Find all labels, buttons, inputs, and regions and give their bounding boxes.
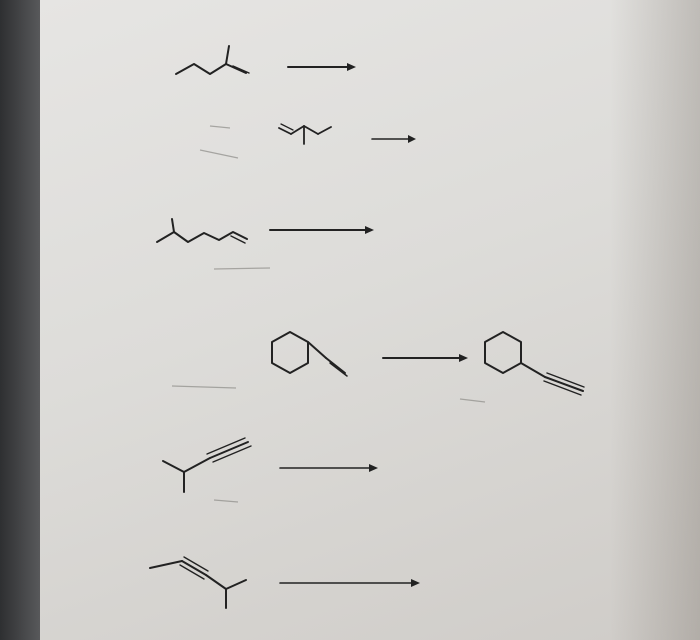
- answer-lines: [172, 126, 485, 502]
- q2-molecule: [279, 124, 331, 144]
- q1-molecule: [176, 46, 249, 74]
- q5-molecule: [163, 438, 251, 492]
- q3-molecule: [157, 219, 247, 243]
- q6-molecule: [150, 557, 246, 608]
- q4-product: [485, 332, 584, 395]
- q4-starting-material: [272, 332, 347, 376]
